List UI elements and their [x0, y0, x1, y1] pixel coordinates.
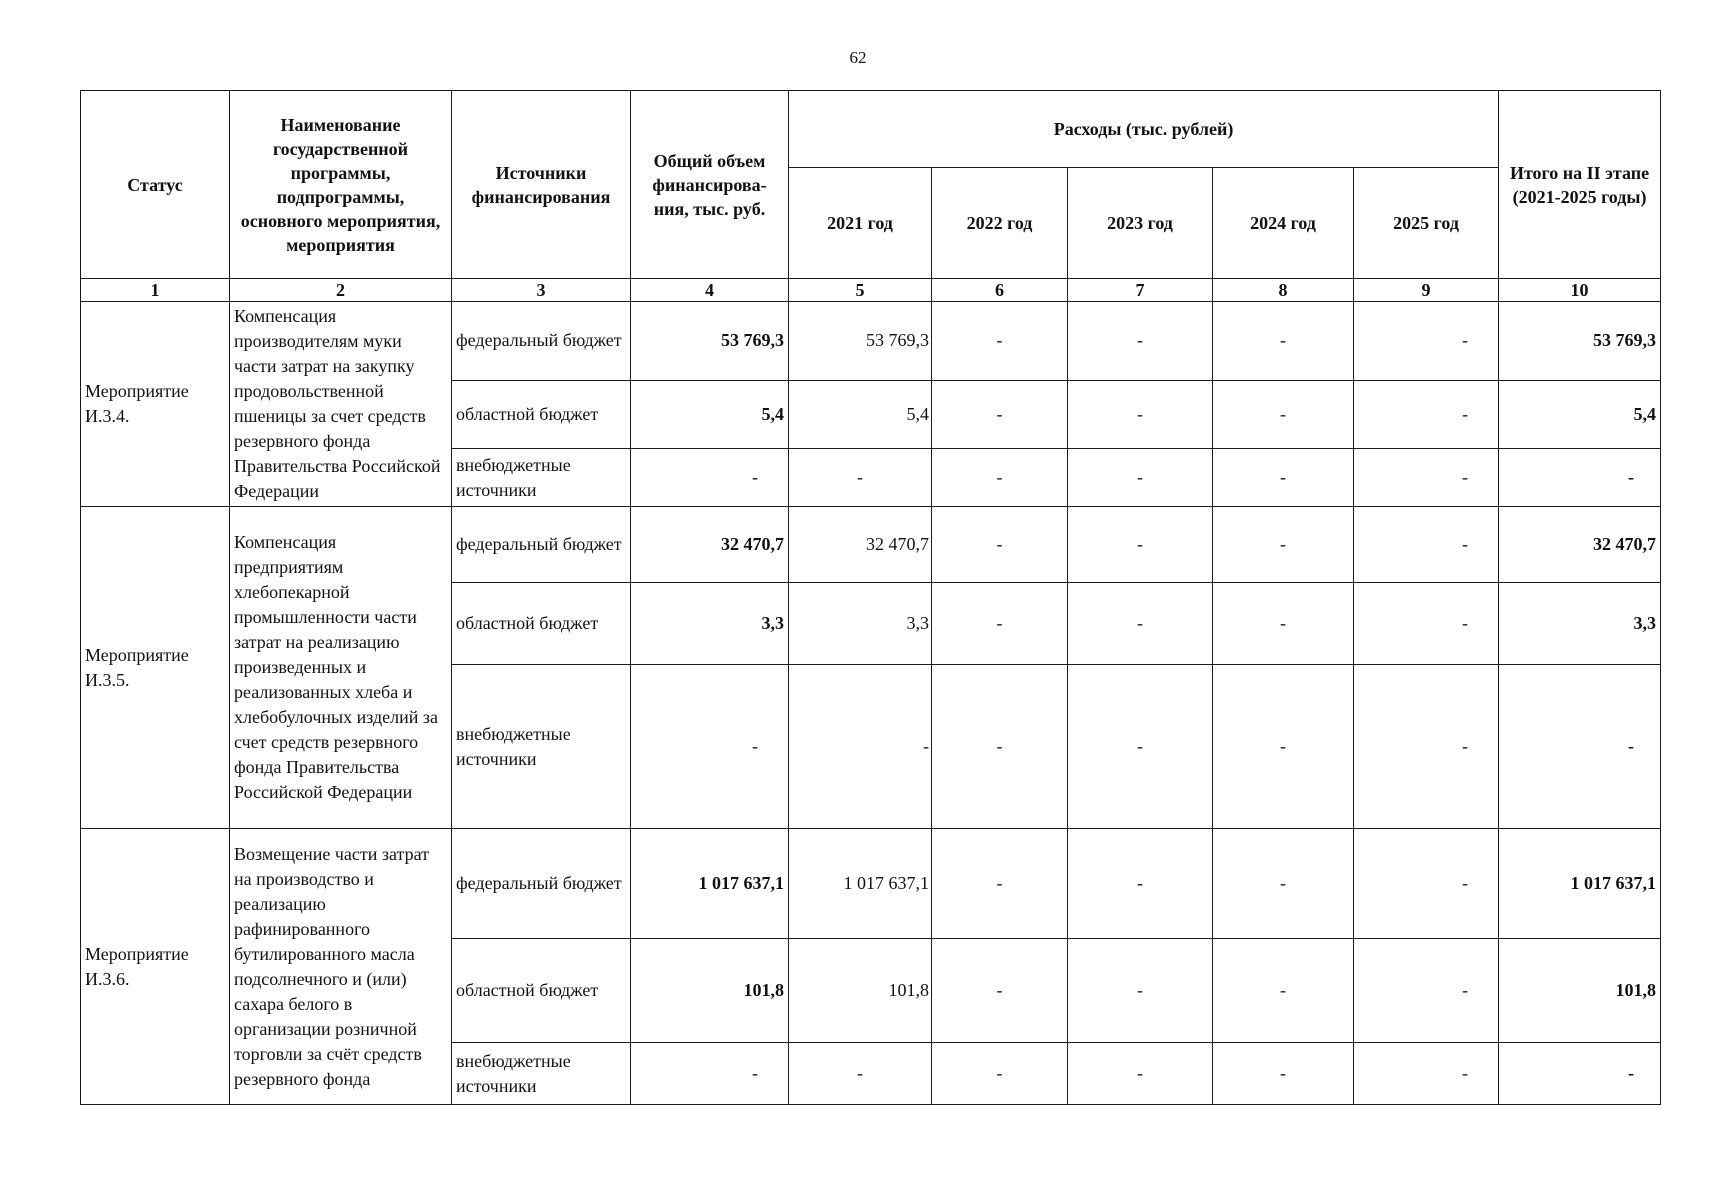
year-2025-value: - [1354, 449, 1499, 507]
year-2025-value: - [1354, 302, 1499, 381]
year-2025-value: - [1354, 829, 1499, 939]
year-2021-value: 5,4 [789, 380, 932, 448]
year-2021-value: 53 769,3 [789, 302, 932, 381]
year-2023-value: - [1068, 829, 1213, 939]
year-2022-value: - [932, 302, 1068, 381]
year-2025-value: - [1354, 1043, 1499, 1105]
header-year-2021: 2021 год [789, 168, 932, 279]
year-2021-value: - [789, 1043, 932, 1105]
year-2024-value: - [1213, 583, 1354, 665]
column-number: 7 [1068, 279, 1213, 302]
total-volume-value: 1 017 637,1 [631, 829, 789, 939]
year-2025-value: - [1354, 939, 1499, 1043]
financing-source: областной бюджет [452, 380, 631, 448]
total-volume-value: 3,3 [631, 583, 789, 665]
total-volume-value: - [631, 665, 789, 829]
year-2022-value: - [932, 380, 1068, 448]
itogo-value: 101,8 [1499, 939, 1661, 1043]
total-volume-value: 5,4 [631, 380, 789, 448]
year-2024-value: - [1213, 1043, 1354, 1105]
header-year-2022: 2022 год [932, 168, 1068, 279]
year-2024-value: - [1213, 449, 1354, 507]
year-2022-value: - [932, 939, 1068, 1043]
itogo-value: 1 017 637,1 [1499, 829, 1661, 939]
page-number: 62 [849, 48, 867, 67]
year-2023-value: - [1068, 939, 1213, 1043]
financing-source: федеральный бюджет [452, 829, 631, 939]
year-2024-value: - [1213, 829, 1354, 939]
year-2022-value: - [932, 829, 1068, 939]
column-number: 8 [1213, 279, 1354, 302]
year-2024-value: - [1213, 665, 1354, 829]
itogo-value: - [1499, 665, 1661, 829]
year-2021-value: 101,8 [789, 939, 932, 1043]
total-volume-value: 53 769,3 [631, 302, 789, 381]
itogo-value: 53 769,3 [1499, 302, 1661, 381]
table-row [81, 507, 1661, 583]
activity-name: Возмещение части затрат на производство и реализацию рафинированного бутилированного масла подсолнечного и (или) сахара белого в организации розничной торговли за счёт средств резервного фонда [230, 829, 452, 1105]
total-volume-value: 32 470,7 [631, 507, 789, 583]
financing-source: внебюджетные источники [452, 665, 631, 829]
financing-source: областной бюджет [452, 939, 631, 1043]
year-2025-value: - [1354, 507, 1499, 583]
year-2022-value: - [932, 583, 1068, 665]
year-2021-value: 32 470,7 [789, 507, 932, 583]
activity-name: Компенсация производителям муки части затрат на закупку продовольственной пшеницы за счет средств резервного фонда Правительства Российской Федерации [230, 302, 452, 507]
itogo-value: - [1499, 449, 1661, 507]
column-number: 1 [81, 279, 230, 302]
year-2021-value: 3,3 [789, 583, 932, 665]
financing-source: внебюджетные источники [452, 1043, 631, 1105]
total-volume-value: - [631, 449, 789, 507]
itogo-value: 3,3 [1499, 583, 1661, 665]
year-2023-value: - [1068, 449, 1213, 507]
year-2025-value: - [1354, 665, 1499, 829]
column-number: 5 [789, 279, 932, 302]
financing-source: федеральный бюджет [452, 302, 631, 381]
table-body [81, 302, 1661, 1105]
financing-source: федеральный бюджет [452, 507, 631, 583]
year-2023-value: - [1068, 507, 1213, 583]
column-number: 9 [1354, 279, 1499, 302]
header-status: Статус [81, 91, 230, 279]
header-year-2024: 2024 год [1213, 168, 1354, 279]
year-2025-value: - [1354, 380, 1499, 448]
header-expenses: Расходы (тыс. рублей) [789, 91, 1499, 168]
total-volume-value: 101,8 [631, 939, 789, 1043]
header-total-volume: Общий объем финансирова-ния, тыс. руб. [631, 91, 789, 279]
year-2021-value: - [789, 665, 932, 829]
year-2023-value: - [1068, 583, 1213, 665]
header-financing-sources: Источники финансирования [452, 91, 631, 279]
year-2024-value: - [1213, 939, 1354, 1043]
activity-status: Мероприятие И.3.5. [81, 507, 230, 829]
year-2022-value: - [932, 1043, 1068, 1105]
year-2022-value: - [932, 507, 1068, 583]
table-header [81, 91, 1661, 302]
financing-source: областной бюджет [452, 583, 631, 665]
header-program-name: Наименование государственной программы, подпрограммы, основного мероприятия, мероприятия [230, 91, 452, 279]
year-2022-value: - [932, 449, 1068, 507]
year-2025-value: - [1354, 583, 1499, 665]
column-number: 2 [230, 279, 452, 302]
header-year-2025: 2025 год [1354, 168, 1499, 279]
year-2024-value: - [1213, 507, 1354, 583]
itogo-value: 32 470,7 [1499, 507, 1661, 583]
column-numbers-row [81, 279, 1661, 302]
year-2023-value: - [1068, 302, 1213, 381]
column-number: 3 [452, 279, 631, 302]
header-itogo: Итого на II этапе (2021-2025 годы) [1499, 91, 1661, 279]
activity-status: Мероприятие И.3.6. [81, 829, 230, 1105]
year-2023-value: - [1068, 665, 1213, 829]
year-2024-value: - [1213, 380, 1354, 448]
year-2022-value: - [932, 665, 1068, 829]
itogo-value: 5,4 [1499, 380, 1661, 448]
activity-name: Компенсация предприятиям хлебопекарной промышленности части затрат на реализацию произведенных и реализованных хлеба и хлебобулочных изделий за счет средств резервного фонда Правительства Российской Федерации [230, 507, 452, 829]
table-row [81, 302, 1661, 381]
budget-table [80, 90, 1661, 1105]
year-2024-value: - [1213, 302, 1354, 381]
activity-status: Мероприятие И.3.4. [81, 302, 230, 507]
itogo-value: - [1499, 1043, 1661, 1105]
total-volume-value: - [631, 1043, 789, 1105]
column-number: 6 [932, 279, 1068, 302]
column-number: 4 [631, 279, 789, 302]
column-number: 10 [1499, 279, 1661, 302]
year-2021-value: 1 017 637,1 [789, 829, 932, 939]
financing-source: внебюджетные источники [452, 449, 631, 507]
table-row [81, 829, 1661, 939]
year-2021-value: - [789, 449, 932, 507]
year-2023-value: - [1068, 380, 1213, 448]
header-year-2023: 2023 год [1068, 168, 1213, 279]
year-2023-value: - [1068, 1043, 1213, 1105]
